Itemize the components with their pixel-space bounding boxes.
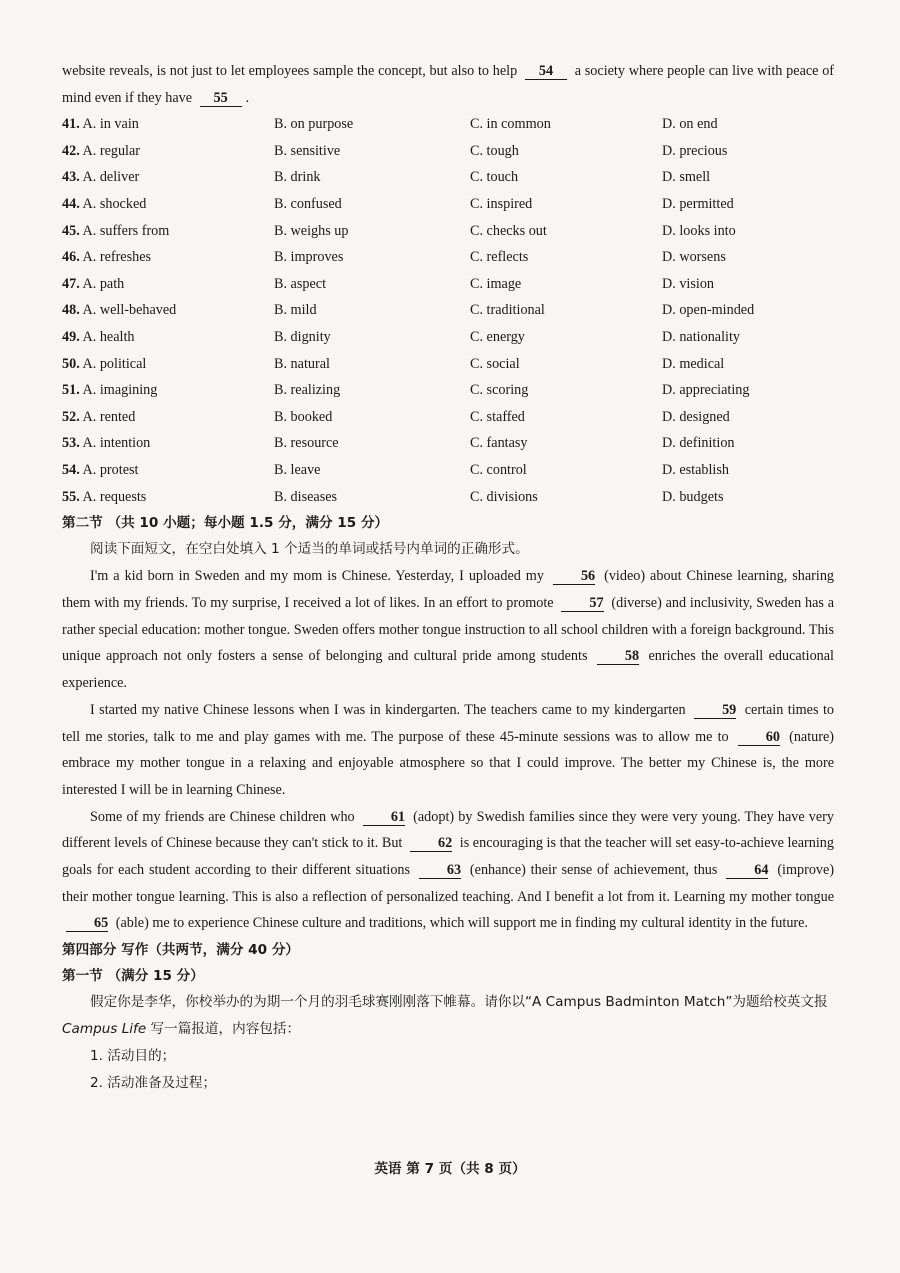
task-item-2: 2. 活动准备及过程； <box>90 1075 217 1092</box>
option-row <box>62 324 834 351</box>
option-a-text: A. rented <box>82 408 136 425</box>
option-d: D. open-minded <box>662 302 755 319</box>
option-b: B. leave <box>274 461 321 478</box>
passage-text: (video) about Chinese learning, sharing them with my friends. To my surprise, I received a lot of likes. In an effort to promote <box>62 568 835 612</box>
passage-paragraph-1 <box>62 563 834 697</box>
blank-65: 65 <box>66 915 108 932</box>
option-d: D. establish <box>662 461 729 478</box>
option-c: C. inspired <box>470 195 533 212</box>
question-number: 51. <box>62 382 80 399</box>
option-a <box>62 329 274 346</box>
option-b: B. improves <box>274 249 344 266</box>
option-a <box>62 302 274 319</box>
option-a-text: A. in vain <box>82 116 139 133</box>
option-row <box>62 431 834 458</box>
option-b: B. aspect <box>274 275 327 292</box>
option-row <box>62 138 834 165</box>
option-row <box>62 298 834 325</box>
option-d: D. smell <box>662 169 711 186</box>
option-d: D. precious <box>662 142 728 159</box>
blank-60: 60 <box>738 729 780 746</box>
option-a-text: A. health <box>82 328 135 345</box>
option-a <box>62 276 274 293</box>
option-d: D. appreciating <box>662 382 750 399</box>
passage-text: (improve) their mother tongue learning. This is also a reflection of personalized teaching. And I benefit a lot from it. Learning my mother tongue <box>62 862 835 905</box>
option-c: C. social <box>470 355 520 372</box>
blank-57: 57 <box>561 595 603 612</box>
option-row <box>62 377 834 404</box>
option-c: C. in common <box>470 116 551 133</box>
option-c: C. image <box>470 275 522 292</box>
blank-63: 63 <box>419 862 461 879</box>
option-a-text: A. requests <box>82 488 147 505</box>
passage-text: I started my native Chinese lessons when I was in kindergarten. The teachers came to my kindergarten <box>90 701 686 718</box>
option-a <box>62 196 274 213</box>
blank-64: 64 <box>726 862 768 879</box>
option-d: D. vision <box>662 275 715 292</box>
option-a <box>62 409 274 426</box>
question-number: 42. <box>62 142 80 159</box>
passage-text: certain times to tell me stories, talk to me and play games with me. The purpose of these 45-minute sessions was to allow me to <box>62 701 834 745</box>
passage-text: is encouraging is that the teacher will set easy-to-achieve learning goals for each student according to their different situations <box>62 835 834 879</box>
task-text: 写一篇报道，内容包括： <box>150 1021 301 1038</box>
question-number: 45. <box>62 222 80 239</box>
option-a <box>62 143 274 160</box>
question-number: 54. <box>62 461 80 478</box>
option-row <box>62 404 834 431</box>
exam-page <box>62 58 834 1097</box>
question-number: 41. <box>62 116 80 133</box>
option-a <box>62 489 274 506</box>
blank-58: 58 <box>597 648 639 665</box>
option-a <box>62 435 274 452</box>
intro-period: . <box>245 89 250 106</box>
option-b: B. sensitive <box>274 142 341 159</box>
question-number: 48. <box>62 302 80 319</box>
question-number: 50. <box>62 355 80 372</box>
blank-54: 54 <box>525 63 567 80</box>
option-row <box>62 191 834 218</box>
option-a-text: A. political <box>82 355 147 372</box>
intro-text: peace of mind even if they have <box>62 63 835 106</box>
option-d: D. worsens <box>662 249 726 266</box>
option-row <box>62 484 834 511</box>
option-b: B. on purpose <box>274 116 354 133</box>
option-c: C. staffed <box>470 408 525 425</box>
option-d: D. budgets <box>662 488 724 505</box>
page-footer: 英语 第 7 页（共 8 页） <box>374 1161 526 1177</box>
option-c: C. control <box>470 461 527 478</box>
blank-61: 61 <box>363 809 405 826</box>
option-a <box>62 223 274 240</box>
blank-62: 62 <box>410 835 452 852</box>
question-number: 49. <box>62 328 80 345</box>
option-a <box>62 116 274 133</box>
option-a-text: A. intention <box>82 435 151 452</box>
option-b: B. resource <box>274 435 339 452</box>
option-b: B. weighs up <box>274 222 349 239</box>
newspaper-name: Campus Life <box>62 1021 147 1038</box>
option-row <box>62 218 834 245</box>
passage-text: (enhance) their sense of achievement, thus <box>469 862 718 879</box>
option-b: B. confused <box>274 195 342 212</box>
option-d: D. permitted <box>662 195 734 212</box>
section2-heading: 第二节 （共 10 小题；每小题 1.5 分，满分 15 分） <box>62 515 389 532</box>
option-d: D. nationality <box>662 328 741 345</box>
passage-text: (able) me to experience Chinese culture and traditions, which will support me in finding my cultural identity in the future. <box>115 915 808 932</box>
writing-task <box>62 989 834 1043</box>
option-c: C. tough <box>470 142 519 159</box>
section2-instruction: 阅读下面短文，在空白处填入 1 个适当的单词或括号内单词的正确形式。 <box>90 541 529 558</box>
option-d: D. medical <box>662 355 725 372</box>
option-a-text: A. protest <box>82 461 139 478</box>
passage-paragraph-3 <box>62 804 834 938</box>
passage-text: enriches the overall educational experience. <box>62 648 834 692</box>
option-a-text: A. deliver <box>82 169 140 186</box>
option-b: B. booked <box>274 408 333 425</box>
option-row <box>62 457 834 484</box>
option-c: C. energy <box>470 328 525 345</box>
option-d: D. definition <box>662 435 735 452</box>
option-c: C. touch <box>470 169 519 186</box>
blank-55: 55 <box>200 90 242 107</box>
option-c: C. fantasy <box>470 435 528 452</box>
option-d: D. designed <box>662 408 730 425</box>
option-d: D. looks into <box>662 222 736 239</box>
intro-text: website reveals, is not just to let employees sample the concept, but also to help <box>62 63 518 79</box>
passage-paragraph-2 <box>62 697 834 804</box>
part4-heading: 第四部分 写作（共两节，满分 40 分） <box>62 942 300 959</box>
part4-section1-heading: 第一节 （满分 15 分） <box>62 968 204 985</box>
option-row <box>62 244 834 271</box>
option-row <box>62 351 834 378</box>
option-a-text: A. suffers from <box>82 222 170 239</box>
option-a <box>62 169 274 186</box>
option-c: C. reflects <box>470 249 529 266</box>
option-row <box>62 271 834 298</box>
option-a <box>62 462 274 479</box>
option-a <box>62 356 274 373</box>
passage-text: (adopt) by Swedish families since they were very young. They have very different levels of Chinese because they can't stick to it. But <box>62 808 834 852</box>
intro-text: a society where people can live with <box>574 63 783 79</box>
passage-text: Some of my friends are Chinese children who <box>90 808 355 825</box>
blank-56: 56 <box>553 568 595 585</box>
option-c: C. divisions <box>470 488 538 505</box>
question-number: 43. <box>62 169 80 186</box>
option-c: C. traditional <box>470 302 545 319</box>
question-number: 52. <box>62 408 80 425</box>
option-b: B. drink <box>274 169 321 186</box>
question-number: 53. <box>62 435 80 452</box>
question-number: 47. <box>62 275 80 292</box>
cloze-options <box>62 111 834 510</box>
task-text: 假定你是李华，你校举办的为期一个月的羽毛球赛刚刚落下帷幕。请你以“A Campus Badminton Match”为题给校英 <box>90 994 801 1011</box>
option-c: C. checks out <box>470 222 547 239</box>
option-a-text: A. imagining <box>82 382 158 399</box>
question-number: 46. <box>62 249 80 266</box>
task-text: 文报 <box>800 994 828 1011</box>
option-b: B. natural <box>274 355 330 372</box>
task-item-1: 1. 活动目的； <box>90 1048 176 1065</box>
option-b: B. dignity <box>274 328 331 345</box>
option-d: D. on end <box>662 116 718 133</box>
option-a-text: A. shocked <box>82 195 147 212</box>
option-a <box>62 249 274 266</box>
question-number: 55. <box>62 488 80 505</box>
option-a-text: A. regular <box>82 142 141 159</box>
option-row <box>62 111 834 138</box>
option-a-text: A. path <box>82 275 125 292</box>
option-b: B. realizing <box>274 382 341 399</box>
passage-text: (diverse) and inclusivity, Sweden has a rather special education: mother tongue. Sweden offers mother tongue instruction to all school children with a foreign background. This unique approach not only fosters a sense of belonging and cultural pride among students <box>62 595 834 665</box>
option-a <box>62 382 274 399</box>
option-a-text: A. refreshes <box>82 249 152 266</box>
option-a-text: A. well-behaved <box>82 302 177 319</box>
option-b: B. diseases <box>274 488 338 505</box>
option-b: B. mild <box>274 302 317 319</box>
blank-59: 59 <box>694 702 736 719</box>
passage-text: (nature) embrace my mother tongue in a relaxing and enjoyable atmosphere so that I could improve. The better my Chinese is, the more interested I will be in learning Chinese. <box>62 728 835 798</box>
passage-text: I'm a kid born in Sweden and my mom is Chinese. Yesterday, I uploaded my <box>90 568 544 585</box>
question-number: 44. <box>62 195 80 212</box>
option-c: C. scoring <box>470 382 529 399</box>
passage-ending <box>62 58 834 111</box>
option-row <box>62 165 834 192</box>
